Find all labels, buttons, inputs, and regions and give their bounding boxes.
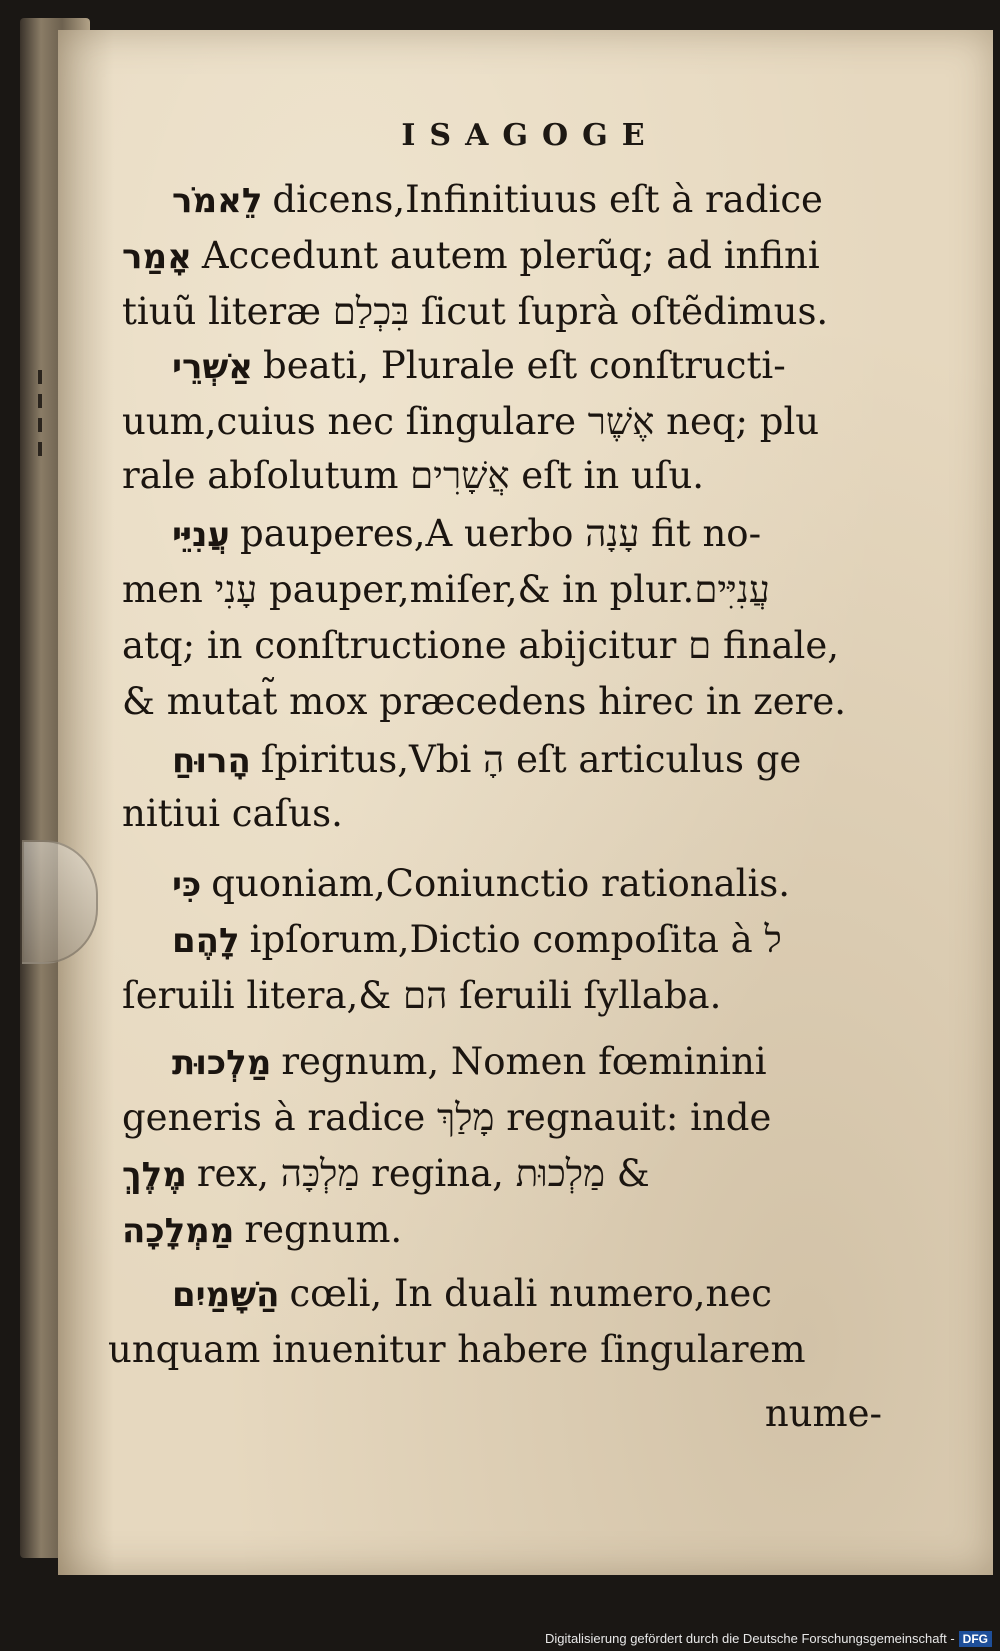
text-line: אַשְׁרֵי beati, Plurale eſt conſtructi- [172, 344, 786, 387]
text-line: מַמְלָכָה regnum. [122, 1208, 403, 1251]
text-line: כִּי quoniam,Coniunctio rationalis. [172, 862, 791, 905]
dfg-logo: DFG [959, 1631, 992, 1647]
text-line: מֶלֶךְ rex, מַלְכָּה regina, מַלְכוּת & [122, 1152, 650, 1195]
text-line: מַלְכוּת regnum, Nomen fœminini [172, 1040, 767, 1083]
text-line: הָרוּחַ ſpiritus,Vbi הָ eſt articulus ge [172, 738, 802, 781]
text-line: nitiui caſus. [122, 792, 343, 835]
text-line: לָהֶם ipſorum,Dictio compoſita à ל [172, 918, 782, 961]
text-line: הַשָּׁמַיִם cœli, In duali numero,nec [172, 1272, 772, 1315]
gutter-marks [30, 360, 52, 510]
text-line: atq; in conſtructione abijcitur ם finale, [122, 624, 840, 667]
text-line: tiuũ literæ בִּכְלַם ſicut ſuprà oſtẽdimus. [122, 290, 829, 333]
text-line: unquam inuenitur habere ſingularem [108, 1328, 806, 1371]
text-line: עֲנִיֵּי pauperes,A uerbo עָנָה fit no- [172, 512, 762, 555]
text-line: לֵאמֹר dicens,Infinitiuus eſt à radice [172, 178, 823, 221]
text-line: men עָנִי pauper,miſer,& in plur.עֲנִיִּים [122, 568, 770, 611]
text-line: rale abſolutum אֲשָׁרִים eſt in uſu. [122, 454, 705, 497]
text-line: nume- [764, 1392, 882, 1435]
footer-text: Digitalisierung gefördert durch die Deutsche Forschungsgemeinschaft - [544, 1631, 955, 1646]
text-line: אָמַר Accedunt autem plerũq; ad infini [122, 234, 820, 277]
text-line: uum,cuius nec ſingulare אֶשֶׁר neq; plu [122, 400, 820, 443]
running-header: ISAGOGE [401, 118, 659, 153]
text-line: & mutat̃ mox præcedens hirec in zere. [122, 680, 846, 723]
text-line: generis à radice מָלַךְ regnauit: inde [122, 1096, 772, 1139]
footer-credit [545, 1631, 992, 1647]
text-line: ſeruili litera,& הם ſeruili ſyllaba. [122, 974, 722, 1017]
